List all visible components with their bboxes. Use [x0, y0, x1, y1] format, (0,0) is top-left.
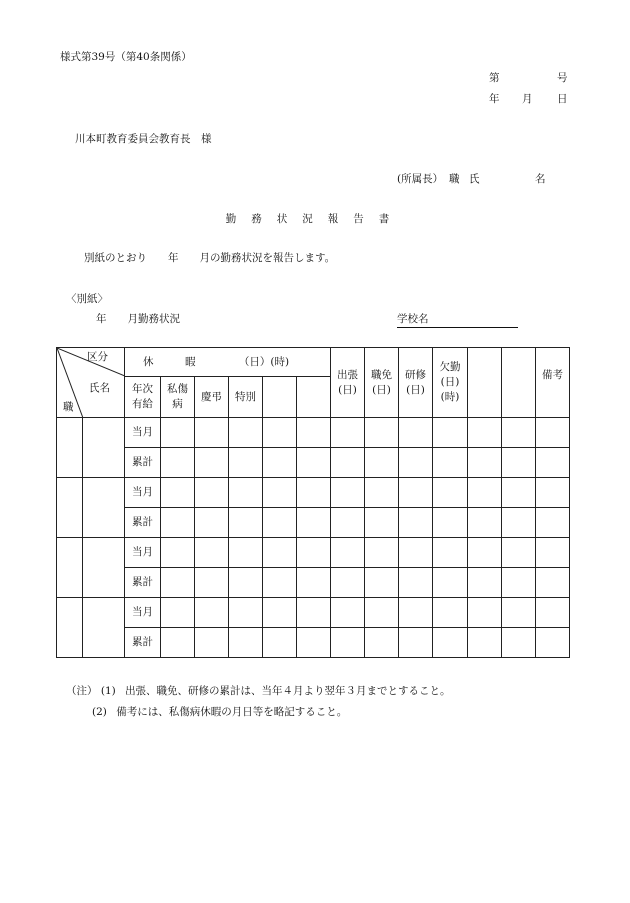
data-cell: [399, 448, 433, 478]
data-cell: [297, 628, 331, 658]
data-cell: [502, 628, 536, 658]
data-cell: [536, 628, 570, 658]
data-cell: [536, 568, 570, 598]
data-cell: [365, 598, 399, 628]
addressee: 川本町教育委員会教育長 様: [75, 133, 212, 145]
sender-name-1: 氏: [469, 173, 480, 185]
data-cell: [365, 448, 399, 478]
data-cell: [331, 478, 365, 508]
data-cell: [433, 478, 468, 508]
table-row: [57, 538, 570, 568]
header-annual-l1: 年次: [132, 383, 153, 395]
row-label: 当月: [125, 478, 161, 508]
header-sick-l1: 私傷: [167, 383, 188, 395]
data-cell: [502, 508, 536, 538]
header-special: [229, 377, 263, 418]
data-cell: [365, 538, 399, 568]
sender-post: 職: [449, 173, 460, 185]
data-cell: [399, 538, 433, 568]
data-cell: [365, 418, 399, 448]
data-cell: [297, 448, 331, 478]
post-cell: [57, 538, 83, 598]
header-travel-l2: (日): [338, 383, 357, 396]
note-2-num: (2): [92, 706, 107, 718]
data-cell: [502, 448, 536, 478]
data-cell: [161, 418, 195, 448]
data-cell: [297, 568, 331, 598]
data-cell: [263, 418, 297, 448]
header-travel: [331, 348, 365, 418]
header-travel-l1: 出張: [337, 368, 358, 381]
data-cell: [297, 418, 331, 448]
data-cell: [502, 418, 536, 448]
data-cell: [263, 538, 297, 568]
table-row: [57, 418, 570, 448]
data-cell: [536, 478, 570, 508]
corner-category: 区分: [87, 351, 108, 363]
data-cell: [195, 598, 229, 628]
data-cell: [331, 538, 365, 568]
notes: [66, 681, 451, 723]
row-label: 累計: [125, 568, 161, 598]
data-cell: [331, 448, 365, 478]
data-cell: [536, 508, 570, 538]
data-cell: [502, 598, 536, 628]
data-cell: [399, 568, 433, 598]
data-cell: [502, 568, 536, 598]
data-cell: [229, 478, 263, 508]
data-cell: [331, 628, 365, 658]
name-cell: [83, 418, 125, 478]
header-bereavement-l1: 慶弔: [201, 390, 222, 403]
data-cell: [161, 568, 195, 598]
data-cell: [229, 568, 263, 598]
data-cell: [331, 568, 365, 598]
body-text: 別紙のとおり 年 月の勤務状況を報告します。: [84, 252, 336, 264]
data-cell: [263, 568, 297, 598]
sender-name-2: 名: [535, 173, 546, 185]
data-cell: [536, 538, 570, 568]
leave-header-label: 休 暇: [143, 355, 196, 368]
data-cell: [195, 418, 229, 448]
corner-post: 職: [63, 401, 74, 413]
header-special-l1: 特別: [235, 390, 256, 403]
attachment-label: 〈別紙〉: [66, 293, 108, 305]
note-2: [66, 702, 451, 723]
header-absence: [433, 348, 468, 418]
data-cell: [297, 478, 331, 508]
data-cell: [433, 568, 468, 598]
post-cell: [57, 598, 83, 658]
row-label: 当月: [125, 598, 161, 628]
table-row: [57, 448, 570, 478]
data-cell: [433, 628, 468, 658]
data-cell: [263, 598, 297, 628]
header-absence-l3: (時): [440, 391, 460, 403]
school-name-field: [397, 311, 518, 328]
date-month: 月: [522, 93, 533, 105]
header-annual-l2: 有給: [132, 398, 153, 410]
table-row: [57, 478, 570, 508]
data-cell: [297, 538, 331, 568]
date-day: 日: [557, 93, 568, 105]
data-cell: [399, 478, 433, 508]
data-cell: [229, 628, 263, 658]
data-cell: [536, 418, 570, 448]
header-training: [399, 348, 433, 418]
header-exemption-l2: (日): [372, 383, 391, 396]
data-cell: [195, 628, 229, 658]
doc-no-prefix: 第: [489, 72, 500, 84]
table-row: [57, 568, 570, 598]
data-cell: [161, 598, 195, 628]
data-cell: [263, 628, 297, 658]
header-leave-blank-2: [297, 377, 331, 418]
header-bereavement: [195, 377, 229, 418]
row-label: 当月: [125, 538, 161, 568]
table-row: [57, 598, 570, 628]
leave-header: [125, 348, 331, 377]
attendance-table: [56, 347, 570, 658]
name-cell: [83, 478, 125, 538]
data-cell: [161, 478, 195, 508]
sender-affiliation: (所属長）: [397, 173, 444, 185]
data-cell: [433, 508, 468, 538]
data-cell: [399, 418, 433, 448]
school-label: 学校名: [397, 313, 429, 325]
header-training-l1: 研修: [405, 368, 426, 381]
data-cell: [195, 448, 229, 478]
header-blank-1: [468, 348, 502, 418]
corner-name: 氏名: [89, 382, 110, 394]
header-leave-blank-1: [263, 377, 297, 418]
data-cell: [536, 448, 570, 478]
data-cell: [399, 598, 433, 628]
table-row: [57, 508, 570, 538]
header-absence-l1: 欠勤: [439, 361, 461, 373]
data-cell: [365, 508, 399, 538]
header-absence-l2: (日): [440, 376, 460, 388]
date-year: 年: [489, 93, 500, 105]
period-label: 年 月勤務状況: [96, 313, 180, 325]
data-cell: [297, 598, 331, 628]
data-cell: [263, 448, 297, 478]
data-cell: [468, 598, 502, 628]
name-cell: [83, 598, 125, 658]
note-1-text: 出張、職免、研修の累計は、当年４月より翌年３月までとすること。: [125, 685, 451, 697]
header-blank-2: [502, 348, 536, 418]
data-cell: [365, 628, 399, 658]
data-cell: [365, 478, 399, 508]
name-cell: [83, 538, 125, 598]
data-cell: [502, 478, 536, 508]
doc-no-suffix: 号: [557, 72, 568, 84]
data-cell: [161, 448, 195, 478]
note-1: [66, 681, 451, 702]
data-cell: [433, 448, 468, 478]
data-cell: [468, 538, 502, 568]
row-label: 累計: [125, 628, 161, 658]
data-cell: [433, 418, 468, 448]
data-cell: [365, 568, 399, 598]
data-cell: [433, 538, 468, 568]
note-prefix: （注）: [66, 685, 98, 697]
data-cell: [331, 598, 365, 628]
row-label: 累計: [125, 508, 161, 538]
data-cell: [468, 628, 502, 658]
data-cell: [161, 508, 195, 538]
data-cell: [229, 538, 263, 568]
note-2-text: 備考には、私傷病休暇の月日等を略記すること。: [116, 706, 348, 718]
data-cell: [229, 448, 263, 478]
header-remarks-label: 備考: [542, 369, 563, 381]
form-number: 様式第39号（第40条関係）: [60, 51, 192, 63]
table-row: [57, 628, 570, 658]
document-number: [489, 70, 569, 85]
corner-cell: [57, 348, 125, 418]
data-cell: [195, 508, 229, 538]
data-cell: [195, 568, 229, 598]
data-cell: [468, 478, 502, 508]
post-cell: [57, 478, 83, 538]
data-cell: [468, 508, 502, 538]
data-cell: [331, 418, 365, 448]
data-cell: [399, 508, 433, 538]
data-cell: [263, 508, 297, 538]
document-title: 勤務状況報告書: [225, 213, 405, 225]
header-exemption-l1: 職免: [371, 368, 392, 381]
header-sick-l2: 病: [172, 398, 183, 410]
note-1-num: (1): [100, 685, 116, 697]
data-cell: [297, 508, 331, 538]
data-cell: [468, 448, 502, 478]
data-cell: [229, 418, 263, 448]
data-cell: [195, 538, 229, 568]
data-cell: [399, 628, 433, 658]
header-annual-leave: [125, 377, 161, 418]
data-cell: [161, 538, 195, 568]
data-cell: [195, 478, 229, 508]
data-cell: [263, 478, 297, 508]
data-cell: [161, 628, 195, 658]
data-cell: [468, 568, 502, 598]
header-remarks: [536, 348, 570, 418]
header-exemption: [365, 348, 399, 418]
data-cell: [331, 508, 365, 538]
row-label: 当月: [125, 418, 161, 448]
data-cell: [433, 598, 468, 628]
data-cell: [502, 538, 536, 568]
data-cell: [536, 598, 570, 628]
row-label: 累計: [125, 448, 161, 478]
data-cell: [229, 598, 263, 628]
header-sick-leave: [161, 377, 195, 418]
data-cell: [468, 418, 502, 448]
post-cell: [57, 418, 83, 478]
leave-header-unit: （日）(時): [238, 355, 290, 368]
header-training-l2: (日): [406, 383, 425, 396]
data-cell: [229, 508, 263, 538]
